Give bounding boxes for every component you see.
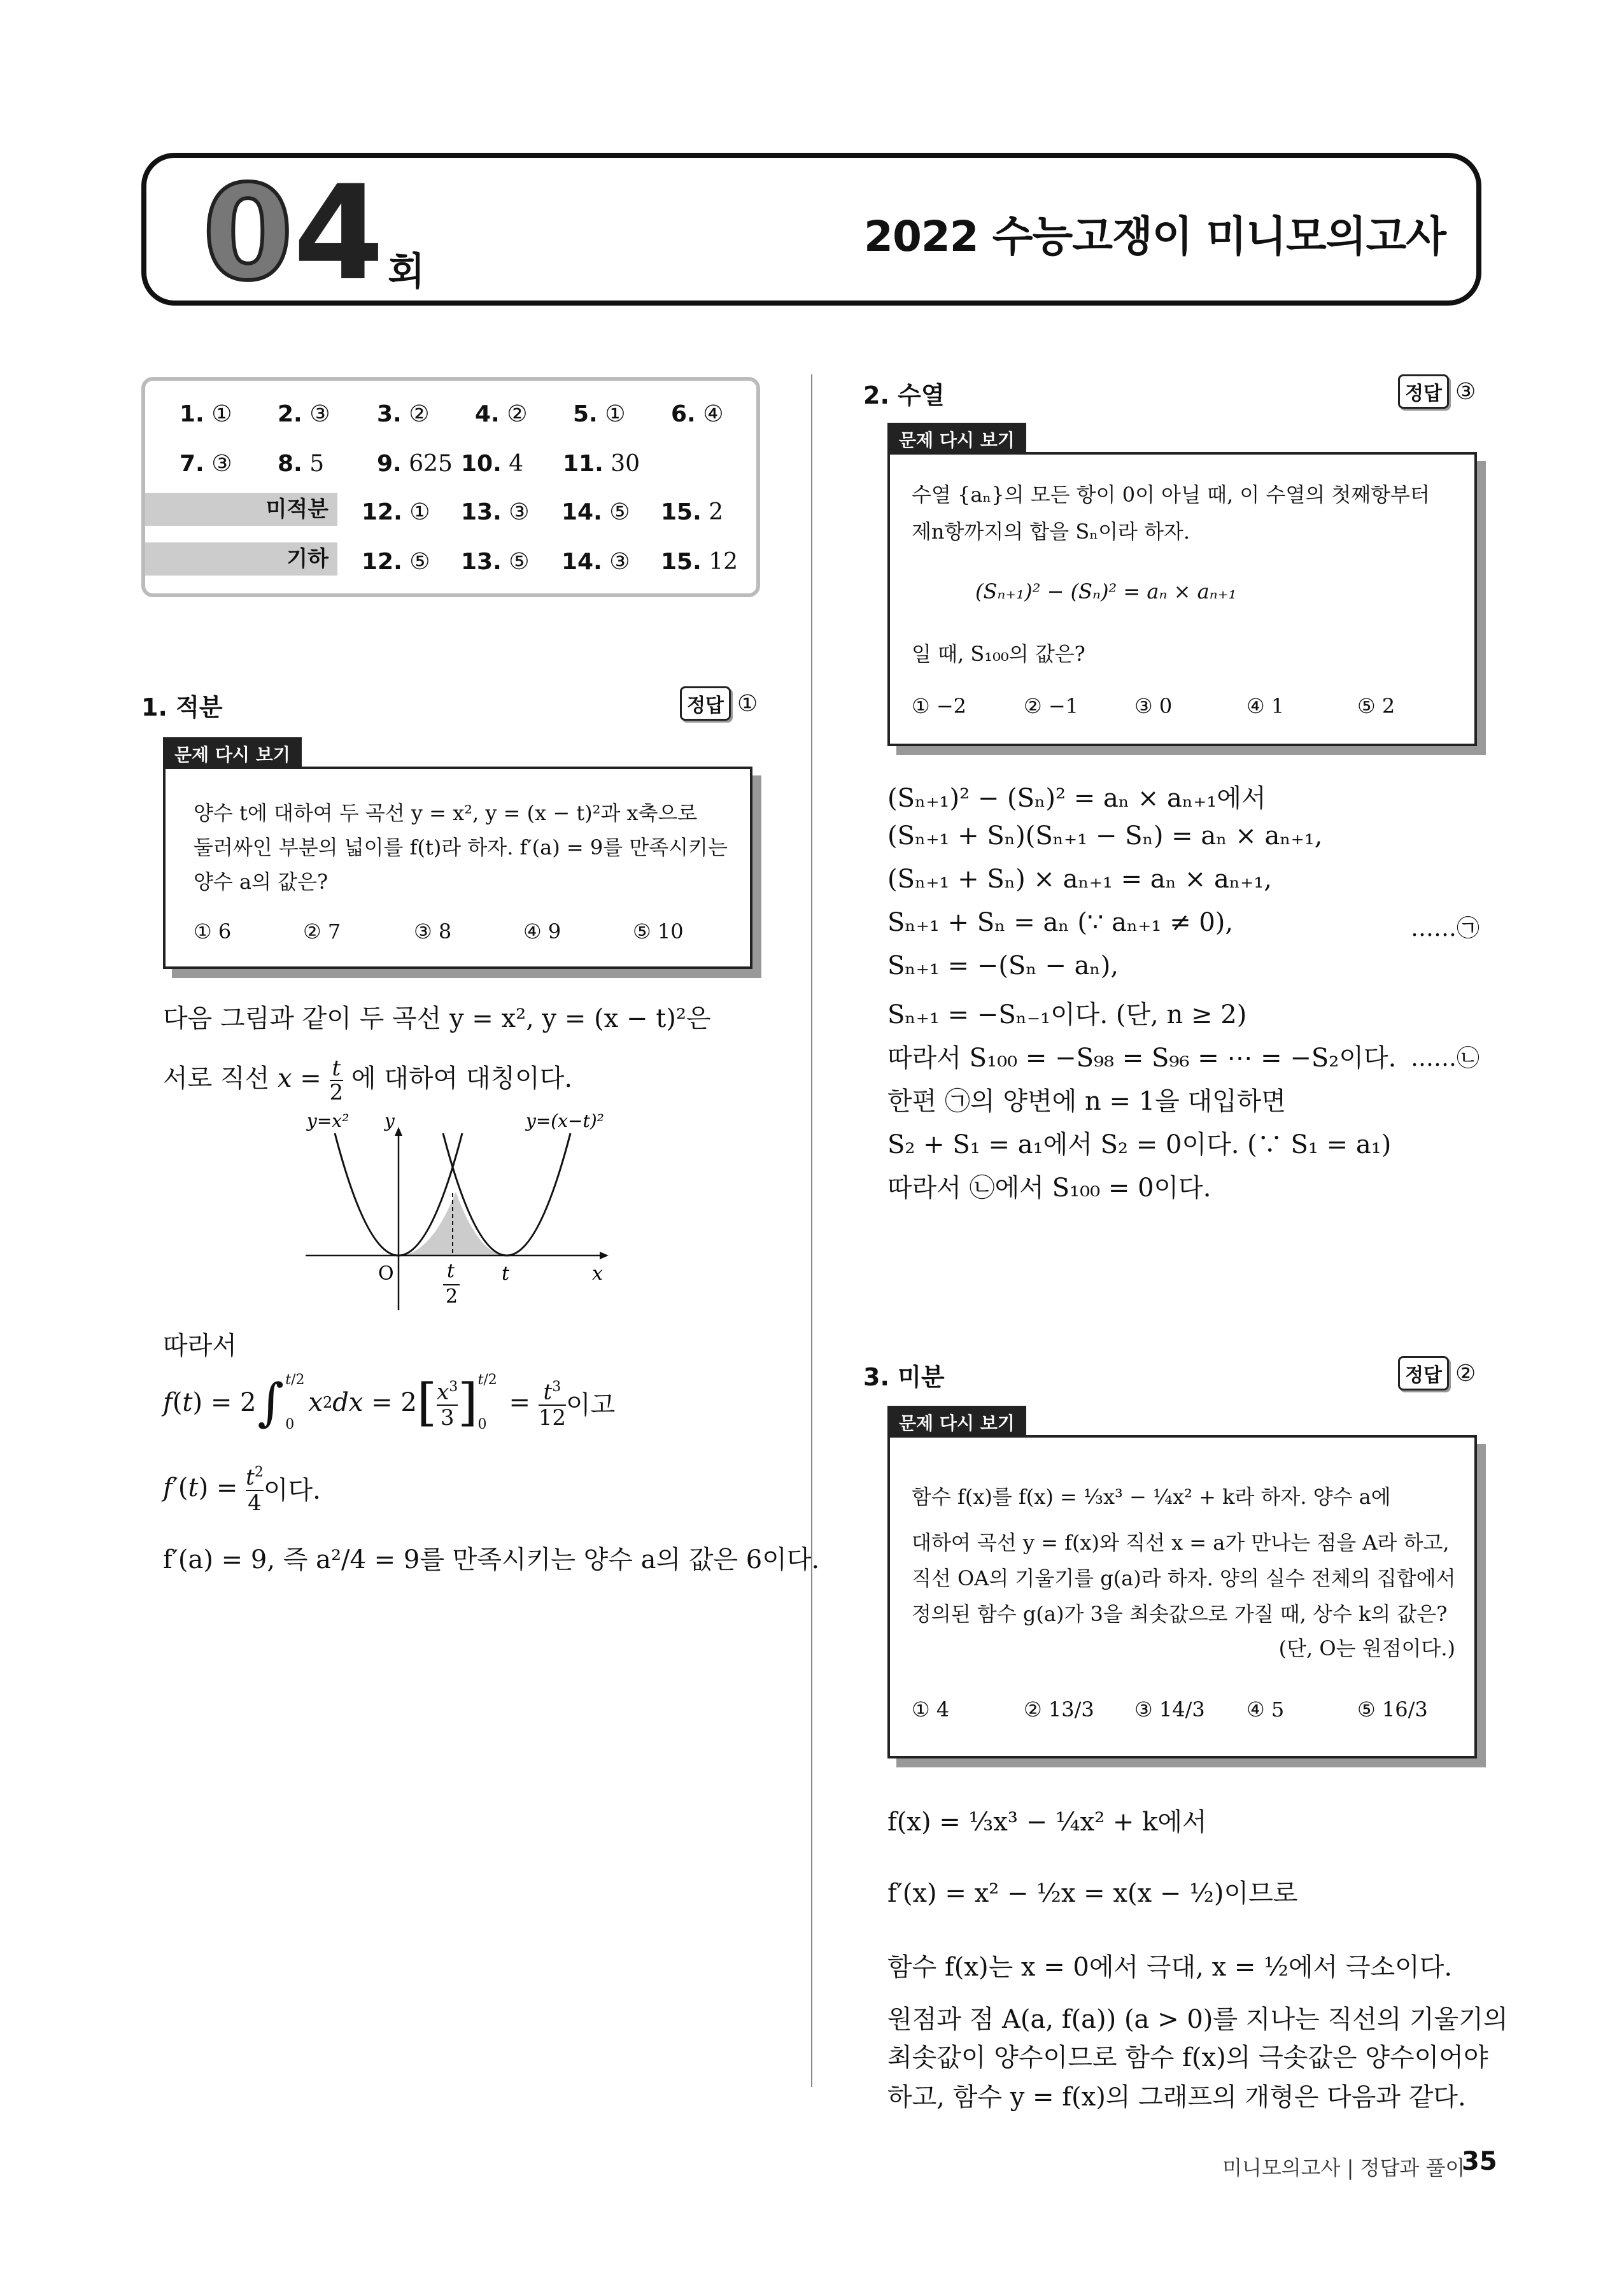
answer-key-item: 14. ⑤ <box>561 499 630 525</box>
q3-solution-line: 원점과 점 A(a, f(a)) (a > 0)를 지나는 직선의 기울기의 <box>887 2005 1508 2034</box>
q3-problem-line: 대하여 곡선 y = f(x)와 직선 x = a가 만나는 점을 A라 하고, <box>912 1531 1450 1555</box>
answer-key-item: 4. ② <box>475 401 528 427</box>
q2-answer-badge <box>1398 374 1476 409</box>
answer-key-item: 15. 2 <box>661 499 724 525</box>
q1-integral-expression: f ( t ) = 2 ∫ t/2 0 x 2 dx = 2 [ $x^3$ 3 ] t/2 0 = $t^3$ 12 이고 <box>163 1372 616 1433</box>
q2-solution-line: (Sₙ₊₁)² − (Sₙ)² = aₙ × aₙ₊₁에서 <box>887 784 1266 813</box>
answer-key-item: 9. 625 <box>377 451 453 477</box>
q3-solution-line: 함수 f(x)는 x = 0에서 극대, x = ½에서 극소이다. <box>887 1953 1453 1982</box>
label-t: t <box>502 1263 510 1285</box>
label-half-t-numerator: t <box>447 1260 455 1282</box>
q1-choice: ④ 9 <box>523 919 561 944</box>
answer-key-item: 6. ④ <box>671 401 724 427</box>
q3-solution-line: f′(x) = x² − ½x = x(x − ½)이므로 <box>887 1879 1298 1908</box>
q2-heading: 2. 수열 <box>863 381 945 409</box>
label-half-t-denominator: 2 <box>446 1285 458 1308</box>
q3-problem-line: 직선 OA의 기울기를 g(a)라 하자. 양의 실수 전체의 집합에서 <box>912 1566 1456 1590</box>
q2-solution-line: (Sₙ₊₁ + Sₙ) × aₙ₊₁ = aₙ × aₙ₊₁, <box>887 865 1273 894</box>
q2-review-tab: 문제 다시 보기 <box>887 423 1026 456</box>
q1-solution-line: 서로 직선 $x = \frac{t}{2}$ 에 대하여 대칭이다. <box>163 1056 573 1105</box>
q2-solution-line: (Sₙ₊₁ + Sₙ)(Sₙ₊₁ − Sₙ) = aₙ × aₙ₊₁, <box>887 821 1323 851</box>
q2-choice: ⑤ 2 <box>1357 694 1395 718</box>
q2-answer: ③ <box>1455 378 1476 405</box>
label-origin: O <box>378 1263 394 1285</box>
q1-review-tab: 문제 다시 보기 <box>163 737 302 770</box>
q2-solution-line: S₂ + S₁ = a₁에서 S₂ = 0이다. (∵ S₁ = a₁) <box>887 1130 1392 1159</box>
q1-graph <box>303 1108 647 1318</box>
round-digit-four: 4 <box>293 158 385 309</box>
answer-tag: 정답 <box>680 686 731 721</box>
q3-solution-line: f(x) = ⅓x³ − ¼x² + k에서 <box>887 1808 1207 1837</box>
q2-solution-line: Sₙ₊₁ = −Sₙ₋₁이다. (단, n ≥ 2) <box>887 1000 1247 1029</box>
label-right-curve: y=(x−t)² <box>526 1110 604 1131</box>
q3-choice: ① 4 <box>912 1697 950 1722</box>
answer-key-item: 15. 12 <box>661 549 738 575</box>
q1-answer-badge <box>680 686 758 721</box>
label-y-axis: y <box>385 1110 395 1131</box>
answer-key-item: 13. ③ <box>461 499 530 525</box>
round-digit-zero: 0 <box>202 158 293 309</box>
q2-choice: ③ 0 <box>1134 694 1173 718</box>
q2-problem-line: 제n항까지의 합을 Sₙ이라 하자. <box>912 520 1190 544</box>
q1-choice: ⑤ 10 <box>633 919 684 944</box>
q1-derivative-expression: f ′( t ) = $t^2$ 4 이다. <box>163 1464 321 1516</box>
q2-choice: ④ 1 <box>1246 694 1285 718</box>
round-suffix: 회 <box>388 250 425 294</box>
answer-key-item: 1. ① <box>180 401 232 427</box>
q2-solution-line: 따라서 ㉡에서 S₁₀₀ = 0이다. <box>887 1173 1211 1203</box>
page-number: 35 <box>1462 2147 1497 2176</box>
q3-answer: ② <box>1455 1360 1476 1387</box>
label-left-curve: y=x² <box>307 1110 350 1131</box>
q2-choice: ② −1 <box>1024 694 1079 718</box>
answer-key-item: 12. ⑤ <box>362 549 430 575</box>
q3-choice: ⑤ 16/3 <box>1357 1697 1428 1722</box>
answer-tag: 정답 <box>1398 1356 1449 1390</box>
q2-choice: ① −2 <box>912 694 967 718</box>
column-divider <box>811 374 812 2087</box>
answer-key-item: 10. 4 <box>461 451 524 477</box>
answer-key-item: 3. ② <box>377 401 430 427</box>
q2-problem-box <box>887 452 1477 746</box>
q3-heading: 3. 미분 <box>863 1363 945 1391</box>
q1-answer: ① <box>737 690 758 717</box>
q3-answer-badge <box>1398 1356 1476 1390</box>
q3-review-tab: 문제 다시 보기 <box>887 1406 1026 1439</box>
q3-problem-box <box>887 1435 1477 1758</box>
q3-problem-line: 함수 f(x)를 f(x) = ⅓x³ − ¼x² + k라 하자. 양수 a에 <box>912 1485 1391 1509</box>
q2-problem-equation: (Sₙ₊₁)² − (Sₙ)² = aₙ × aₙ₊₁ <box>975 579 1237 604</box>
answer-key-box <box>141 377 760 597</box>
q1-problem-box <box>163 767 752 969</box>
q2-solution-line: Sₙ₊₁ + Sₙ = aₙ (∵ aₙ₊₁ ≠ 0), <box>887 908 1234 937</box>
answer-tag: 정답 <box>1398 374 1449 409</box>
x-axis-arrow <box>600 1252 609 1259</box>
y-axis-arrow <box>395 1127 402 1136</box>
q3-choice: ④ 5 <box>1246 1697 1285 1722</box>
q2-mark-a: ……㉠ <box>1411 916 1480 942</box>
q2-solution-line: 한편 ㉠의 양변에 n = 1을 대입하면 <box>887 1087 1287 1116</box>
q2-mark-b: ……㉡ <box>1411 1045 1480 1072</box>
answer-key-item: 11. 30 <box>563 451 640 477</box>
q1-choice: ① 6 <box>194 919 232 944</box>
answer-key-item: 14. ③ <box>561 549 630 575</box>
q3-problem-note: (단, O는 원점이다.) <box>1278 1636 1455 1660</box>
q1-solution-line: 다음 그림과 같이 두 곡선 y = x², y = (x − t)²은 <box>163 1004 711 1033</box>
q1-solution-final: f′(a) = 9, 즉 a²/4 = 9를 만족시키는 양수 a의 값은 6이다. <box>163 1545 820 1574</box>
q3-choice: ③ 14/3 <box>1134 1697 1205 1722</box>
q2-problem-line: 일 때, S₁₀₀의 값은? <box>912 642 1085 666</box>
answer-key-geometry-label: 기하 <box>145 542 337 576</box>
answer-key-item: 2. ③ <box>278 401 330 427</box>
answer-key-item: 8. 5 <box>278 451 325 477</box>
q1-problem-line: 양수 t에 대하여 두 곡선 y = x², y = (x − t)²과 x축으로 <box>194 801 698 825</box>
q1-choice: ③ 8 <box>414 919 452 944</box>
q2-problem-line: 수열 {aₙ}의 모든 항이 0이 아닐 때, 이 수열의 첫째항부터 <box>912 483 1430 507</box>
answer-key-item: 13. ⑤ <box>461 549 530 575</box>
q3-solution-line: 최솟값이 양수이므로 함수 f(x)의 극솟값은 양수이어야 <box>887 2043 1488 2072</box>
answer-key-item: 12. ① <box>362 499 430 525</box>
answer-key-item: 7. ③ <box>180 451 232 477</box>
footer-text: 미니모의고사 | 정답과 풀이 <box>1222 2156 1465 2180</box>
q3-choice: ② 13/3 <box>1024 1697 1094 1722</box>
answer-key-calculus-label: 미적분 <box>145 493 337 526</box>
answer-key-item: 5. ① <box>573 401 626 427</box>
q3-solution-line: 하고, 함수 y = f(x)의 그래프의 개형은 다음과 같다. <box>887 2083 1466 2112</box>
q1-problem-line: 양수 a의 값은? <box>194 870 328 894</box>
q1-solution-therefore: 따라서 <box>163 1331 237 1361</box>
q3-problem-line: 정의된 함수 g(a)가 3을 최솟값으로 가질 때, 상수 k의 값은? <box>912 1602 1448 1626</box>
q1-choice: ② 7 <box>303 919 341 944</box>
exam-title: 2022 수능고쟁이 미니모의고사 <box>864 212 1446 261</box>
q2-solution-line: 따라서 S₁₀₀ = −S₉₈ = S₉₆ = ⋯ = −S₂이다. <box>887 1043 1397 1073</box>
label-x-axis: x <box>592 1263 603 1285</box>
q1-problem-line: 둘러싸인 부분의 넓이를 f(t)라 하자. f′(a) = 9를 만족시키는 <box>194 835 728 860</box>
q1-heading: 1. 적분 <box>141 693 223 721</box>
q2-solution-line: Sₙ₊₁ = −(Sₙ − aₙ), <box>887 951 1119 980</box>
round-number <box>202 158 425 309</box>
